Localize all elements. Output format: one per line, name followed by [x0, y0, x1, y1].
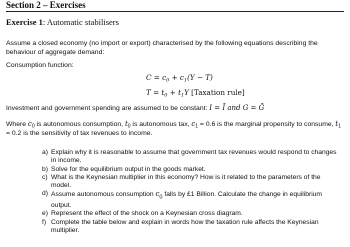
exercise-topic: : Automatic stabilisers [42, 17, 119, 27]
consumption-label: Consumption function: [6, 62, 74, 69]
eq-c-lhs: C [146, 73, 152, 82]
eq-t-plus: + [167, 88, 179, 97]
def-text-1: Where [6, 121, 28, 128]
question-b [42, 166, 342, 174]
def-t1-value: = 0.2 [6, 129, 22, 137]
eq-t-t0-sub: 0 [164, 92, 168, 99]
constant-spending-line [6, 104, 346, 114]
question-label: c) [42, 173, 48, 181]
question-text: What is the Keynesian multiplier in this economy? How is it related to the parameters of the model. [51, 173, 321, 190]
eq-c-plus: + [169, 73, 180, 82]
def-text-4: is the marginal propensity to consume, [215, 121, 336, 128]
question-d-c0-sub: 0 [159, 194, 163, 201]
constant-math: I = Ī and G = Ḡ [209, 104, 265, 112]
eq-c-equals: = [151, 73, 163, 82]
question-label: e) [42, 210, 48, 218]
question-d-c0: c [155, 190, 160, 199]
eq-c-c0: c [162, 73, 167, 82]
def-text-2: is autonomous consumption, [34, 121, 125, 128]
eq-t-equals: = [150, 88, 162, 97]
question-text: Solve for the equilibrium output in the goods market. [51, 165, 206, 173]
intro-paragraph: Assume a closed economy (no import or export) characterised by the following equations describing the behaviour of aggregate demand: [6, 40, 318, 56]
question-e [42, 210, 342, 218]
exercise-title [6, 17, 119, 27]
tax-equation [146, 88, 245, 97]
eq-c-c0-sub: 0 [166, 77, 170, 84]
def-c1-sub: 1 [195, 123, 199, 130]
question-text: Explain why it is reasonable to assume that government tax revenues would respond to changes in income. [51, 149, 337, 165]
question-c [42, 174, 342, 191]
question-f [42, 219, 342, 236]
question-label: a) [42, 149, 48, 156]
eq-c-c1-sub: 1 [183, 77, 188, 84]
parameter-definitions [6, 120, 346, 138]
def-c0-sub: 0 [31, 123, 35, 130]
question-d [42, 190, 342, 210]
def-t1: t [335, 120, 339, 128]
def-text-5: is the sensitivity of tax revenues to income. [21, 129, 153, 137]
question-text: Represent the effect of the shock on a Keynesian cross diagram. [51, 210, 243, 218]
taxation-rule-note: [Taxation rule] [188, 88, 245, 97]
def-t1-sub: 1 [338, 123, 342, 130]
eq-c-c1: c [179, 73, 184, 82]
eq-t-t1-sub: 1 [180, 92, 185, 99]
def-text-3: is autonomous tax, [130, 121, 192, 128]
def-c0: c [27, 120, 32, 128]
def-c1-value: = 0.6 [198, 121, 216, 128]
question-text-continued: falls by £1 Billion. Calculate the change in equilibrium output. [51, 191, 322, 210]
question-label: d) [42, 190, 48, 198]
question-label: f) [42, 218, 47, 226]
consumption-equation [146, 73, 213, 82]
question-label: b) [42, 165, 48, 173]
section-heading: Section 2 – Exercises [6, 0, 344, 12]
eq-t-t0: t [161, 88, 165, 97]
eq-t-y: Y [184, 88, 189, 97]
question-text: Assume autonomous consumption [51, 191, 156, 199]
eq-t-t1: t [178, 88, 181, 97]
eq-t-lhs: T [146, 88, 151, 97]
constant-text: Investment and government spending are assumed to be constant: [6, 105, 210, 112]
def-t0-sub: 0 [127, 123, 131, 130]
exercise-number: Exercise 1 [6, 17, 43, 27]
eq-c-disposable: (Y − T) [187, 73, 213, 82]
def-c1: c [191, 120, 196, 128]
question-text: Complete the table below and explain in words how the taxation rule affects the Keynesian multiplier. [51, 218, 319, 234]
question-a [42, 149, 342, 166]
def-t0: t [124, 120, 128, 128]
question-list [42, 149, 342, 235]
